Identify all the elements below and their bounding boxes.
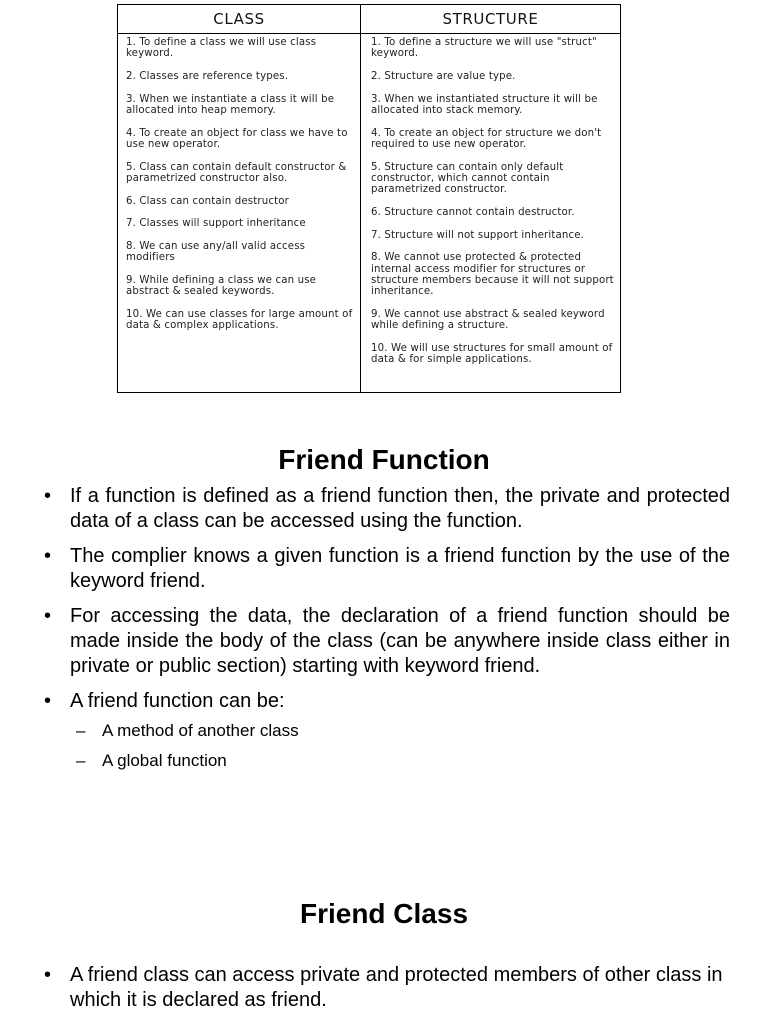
bullet-item xyxy=(40,963,730,1013)
class-point: 1. To define a class we will use class keyword. xyxy=(126,37,317,60)
bullet-item xyxy=(40,544,730,594)
structure-point: 1. To define a structure we will use "struct" keyword. xyxy=(371,37,597,60)
structure-point: 10. We will use structures for small amount of data & for simple applications. xyxy=(371,343,613,366)
class-point: 8. We can use any/all valid access modifiers xyxy=(126,240,306,264)
friend-function-bullets xyxy=(40,484,730,782)
bullet-text: If a function is defined as a friend function then, the private and protected data of a class can be accessed using the function. xyxy=(70,485,730,532)
bullet-item xyxy=(40,484,730,534)
bullet-text: A friend class can access private and protected members of other class in which it is declared as friend. xyxy=(70,964,723,1011)
class-column-header: CLASS xyxy=(213,10,265,28)
class-points-list xyxy=(118,33,360,332)
structure-point: 4. To create an object for structure we don't required to use new operator. xyxy=(371,127,602,150)
class-column xyxy=(118,5,360,392)
friend-function-kinds xyxy=(70,720,730,772)
class-point: 3. When we instantiate a class it will be allocated into heap memory. xyxy=(126,93,335,116)
structure-point: 6. Structure cannot contain destructor. xyxy=(371,207,575,218)
class-point: 2. Classes are reference types. xyxy=(126,71,289,82)
class-point: 7. Classes will support inheritance xyxy=(126,218,306,230)
structure-point: 8. We cannot use protected & protected internal access modifier for structures or structure members because it will not support inheritance. xyxy=(371,252,614,298)
structure-points-list xyxy=(361,33,620,366)
class-point: 10. We can use classes for large amount of data & complex applications. xyxy=(126,308,353,332)
bullet-text: A friend function can be: xyxy=(70,690,285,712)
class-point: 6. Class can contain destructor xyxy=(126,195,289,207)
structure-point: 3. When we instantiated structure it will be allocated into stack memory. xyxy=(371,93,598,116)
class-point: 4. To create an object for class we have to use new operator. xyxy=(126,127,348,150)
structure-column-header: STRUCTURE xyxy=(442,10,539,28)
structure-point: 2. Structure are value type. xyxy=(371,71,516,82)
bullet-item xyxy=(40,689,730,772)
sub-bullet-item: – A global function xyxy=(70,750,730,772)
class-vs-structure-table xyxy=(117,4,621,393)
bullet-item xyxy=(40,604,730,679)
structure-point: 9. We cannot use abstract & sealed keyword while defining a structure. xyxy=(371,309,605,332)
sub-bullet-item: – A method of another class xyxy=(70,720,730,742)
structure-column xyxy=(361,5,620,392)
friend-class-bullets xyxy=(40,963,730,1023)
friend-class-title: Friend Class xyxy=(299,898,469,929)
friend-function-title: Friend Function xyxy=(278,444,490,475)
class-point: 5. Class can contain default constructor & parametrized constructor also. xyxy=(126,161,347,184)
class-point: 9. While defining a class we can use abstract & sealed keywords. xyxy=(126,274,317,298)
bullet-text: For accessing the data, the declaration of a friend function should be made inside the body of the class (can be anywhere inside class either in private or public section) starting with keyword friend. xyxy=(70,605,730,677)
structure-point: 7. Structure will not support inheritance. xyxy=(371,229,585,241)
bullet-text: The complier knows a given function is a friend function by the use of the keyword friend. xyxy=(70,545,730,592)
structure-point: 5. Structure can contain only default constructor, which cannot contain parametrized constructor. xyxy=(371,161,564,196)
